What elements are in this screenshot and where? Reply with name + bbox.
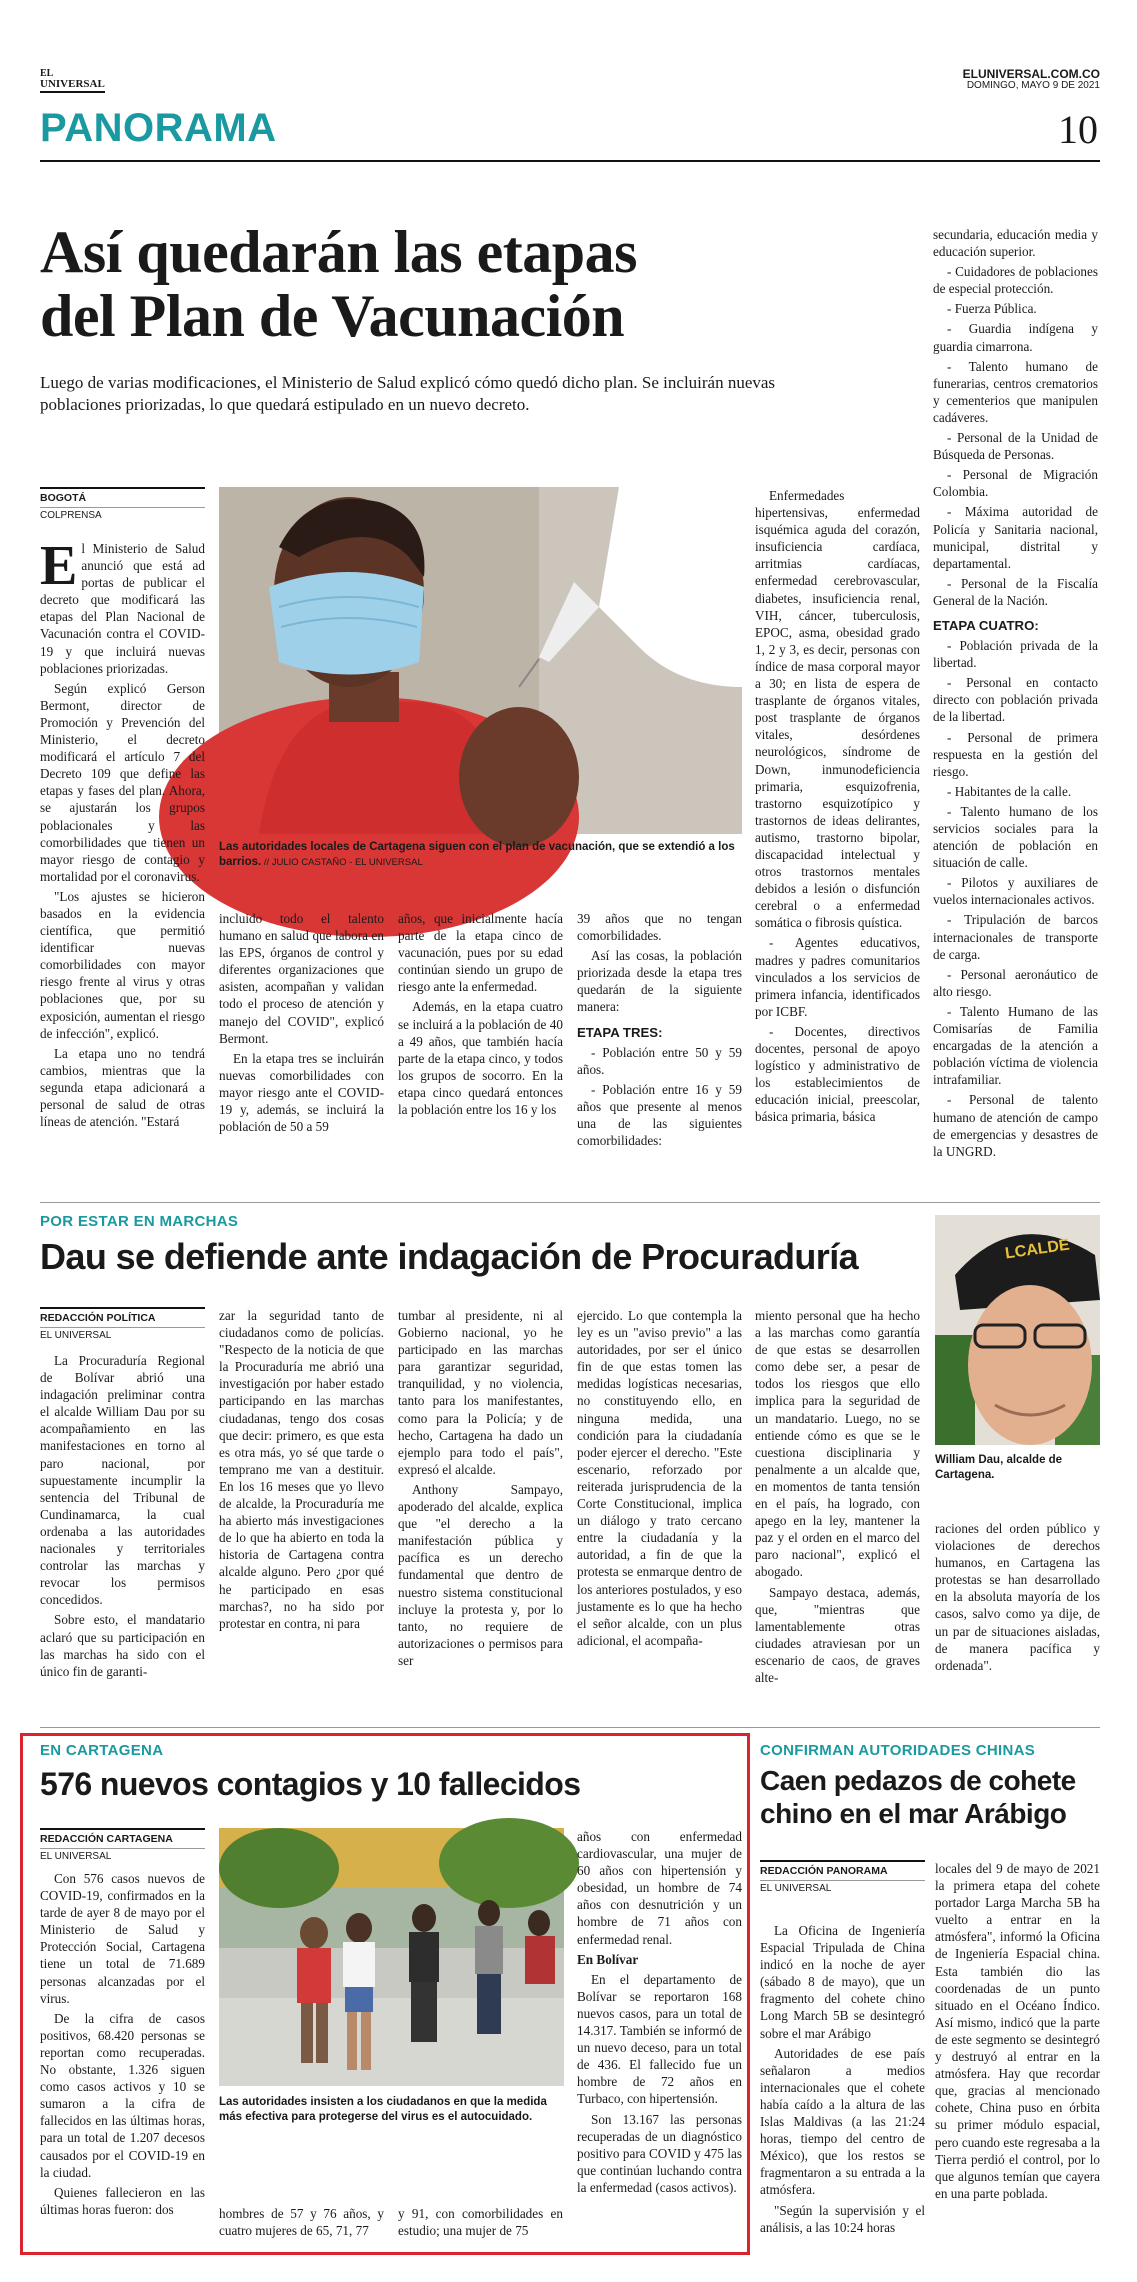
masthead: [40, 68, 1100, 163]
article3-col1: Con 576 casos nuevos de COVID-19, confirmados en la tarde de ayer 8 de mayo por el Ministerio de Salud y Protección Social, Cartagena tiene un total de 71.689 personas alcanzadas por el virus. De la cifra de casos positivos, 68.420 personas se reportan como recuperadas. No obstante, 1.326 siguen como casos activos y 10 se sumaron a la cifra de fallecidos en las últimas horas, para un total de 1.207 decesos causados por el COVID-19 en la ciudad. Quienes fallecieron en las últimas horas fueron: dos: [40, 1871, 205, 2217]
article1-col2: incluido todo el talento humano en salud que labora en las EPS, órganos de control y diferentes organizaciones que asisten, acompañan y validan todo el proceso de atención y manejo del COVID", explicó Bermont. En la etapa tres se incluirán nuevas comorbilidades con mayor riesgo ante el COVID-19 y, además, se incluirá la población de 50 a 59: [219, 911, 384, 1135]
article4-byline: REDACCIÓN PANORAMA EL UNIVERSAL: [760, 1860, 925, 1895]
article1-title: Así quedarán las etapas del Plan de Vacunación: [40, 219, 637, 349]
dropcap: E: [40, 535, 78, 597]
article2-col3: tumbar al presidente, ni al Gobierno nacional, yo he participado en las marchas para garantizar seguridad, tranquilidad, y no violencia, tanto para los manifestantes, como para la Policía; y de hecho, Cartagena ha dado un ejemplo para todo el país", expresó el alcalde. Anthony Sampayo, apoderado del alcalde, explica que "el derecho a la manifestación pública y pacífica es un derecho fundamental que dentro de nuestro sistema constitucional incluye la protesta y, por lo tanto, no requiere de autorizaciones o permisos para ser: [398, 1308, 563, 1668]
vaccination-illustration: [219, 487, 742, 834]
article1-col1-p1: El Ministerio de Salud anunció que está ad portas de publicar el decreto que modificará las etapas del Plan Nacional de Vacunación contra el COVID-19 y que incluirá nuevas poblaciones priorizadas.: [40, 535, 205, 676]
section-title: PANORAMA: [40, 106, 277, 150]
article4-kicker: CONFIRMAN AUTORIDADES CHINAS: [760, 1742, 1036, 1759]
article3-col3: y 91, con comorbilidades en estudio; una mujer de 75: [398, 2206, 563, 2239]
article1-col3: años, que inicialmente hacía parte de la etapa cinco de vacunación, pues por su edad continúan siendo un grupo de riesgo ante la enfermedad. Además, en la etapa cuatro se incluirá a la población de 40 a 49 años, que también hacía parte de la etapa cinco, y todos los grupos de socorro. En la etapa cinco quedará entonces la población entre los 16 y los: [398, 911, 563, 1118]
masthead-rule: [40, 160, 1100, 162]
article1-col1: El Ministerio de Salud anunció que está ad portas de publicar el decreto que modificará las etapas del Plan Nacional de Vacunación contra el COVID-19 y que incluirá nuevas poblaciones priorizadas. Según explicó Gerson Bermont, director de Promoción y Prevención del Ministerio, el decreto modificará el artículo 7 del Decreto 109 que define las etapas y fases del plan. Ahora, se ajustarán los grupos poblacionales y las comorbilidades que tienen un mayor riesgo de contagio y mortalidad por el coronavirus. "Los ajustes se hicieron basados en la evidencia científica, que permitió identificar nuevas comorbilidades con mayor riesgo frente al virus y otras poblaciones que, por su exposición, aumentan el riesgo de infección", explicó. La etapa uno no tendrá cambios, mientras que la segunda etapa adicionará a personal de salud de otras líneas de atención. "Estará: [40, 535, 205, 1130]
article1-deck: Luego de varias modificaciones, el Ministerio de Salud explicó cómo quedó dicho plan. Se incluirán nuevas poblaciones priorizadas, lo que quedará estipulado en un nuevo decreto.: [40, 373, 776, 414]
street-photo: [219, 1828, 564, 2086]
article2-col6: raciones del orden público y violaciones de derechos humanos, en Cartagena las protestas se han desarrollado en la absoluta mayoría de los casos, salvo como ya dije, de un par de situaciones aisladas, de manera pacífica y ordenada".: [935, 1521, 1100, 1673]
article1-col4: 39 años que no tengan comorbilidades. Así las cosas, la población priorizada desde la etapa tres quedarán de la siguiente manera: ETAPA TRES: - Población entre 50 y 59 años. - Población entre 16 y 59 años que presente al menos una de las siguientes comorbilidades:: [577, 911, 742, 1149]
section-divider-1: [40, 1202, 1100, 1203]
article3-title: 576 nuevos contagios y 10 fallecidos: [40, 1766, 581, 1802]
article2-col1: La Procuraduría Regional de Bolívar abrió una indagación preliminar contra el alcalde William Dau por su acompañamiento en las manifestaciones en torno al paro nacional, por supuestamente incumplir la sentencia del Tribunal de Cundinamarca, la cual ordenaba a las autoridades nacionales y territoriales controlar las marchas y revocar los permisos concedidos. Sobre esto, el mandatario aclaró que su participación en las marchas ha sido con el único fin de garanti-: [40, 1353, 205, 1679]
page-number: 10: [1058, 107, 1098, 152]
article2-title: Dau se defiende ante indagación de Procuraduría: [40, 1236, 859, 1277]
article3-kicker: EN CARTAGENA: [40, 1742, 164, 1759]
dau-photo-caption: William Dau, alcalde de Cartagena.: [935, 1454, 1063, 1481]
logo: EL UNIVERSAL: [40, 68, 105, 93]
article3-col2: hombres de 57 y 76 años, y cuatro mujeres de 65, 71, 77: [219, 2206, 384, 2239]
street-photo-caption: Las autoridades insisten a los ciudadanos en que la medida más efectiva para protegerse del virus es el autocuidado.: [219, 2096, 547, 2123]
article3-byline: REDACCIÓN CARTAGENA EL UNIVERSAL: [40, 1828, 205, 1863]
article2-byline: REDACCIÓN POLÍTICA EL UNIVERSAL: [40, 1307, 205, 1342]
article2-col4: ejercido. Lo que contempla la ley es un "aviso previo" a las autoridades, por ser el único fin de que estas tomen las medidas logísticas necesarias, no constituyendo ello, en ninguna medida, una condición para la ciudadanía poder ejercer el derecho. "Este escenario, reforzado por reiterada jurisprudencia de la Corte Constitucional, implica un diálogo y trato cercano entre la ciudadanía y la autoridad, a fin de que la protesta se enmarque dentro de los anteriores postulados, y eso justamente es lo que ha hecho el señor alcalde, con un plus adicional, el acompaña-: [577, 1308, 742, 1648]
site-info: [963, 68, 1100, 92]
article2-kicker: POR ESTAR EN MARCHAS: [40, 1213, 239, 1230]
article2-col2: zar la seguridad tanto de ciudadanos como de policías. "Respecto de la noticia de que la Procuraduría me abrió una investigación por haber estado participando en las marchas ciudadanas, tengo dos cosas que decir: primero, es que esta es otra más, yo sé que tarde o temprano me van a destituir. En los 16 meses que yo llevo de alcalde, la Procuraduría me ha abierto más investigaciones de lo que ha abierto en toda la historia de Cartagena contra alcalde alguno. Pero ¿por qué he participado en esas marchas?, no ha sido por protestar en contra, ni para: [219, 1308, 384, 1631]
site-url[interactable]: ELUNIVERSAL.COM.CO: [962, 67, 1100, 81]
article1-col5: Enfermedades hipertensivas, enfermedad isquémica aguda del corazón, insuficiencia cardíaca, arritmias cardíacas, enfermedad cerebrovascular, diabetes, insuficiencia renal, VIH, cáncer, tuberculosis, EPOC, asma, obesidad grado 1, 2 y 3, es decir, personas con índice de masa corporal mayor a 30; en lista de espera de trasplante de órganos vitales, post trasplante de órganos vitales, desórdenes neurológicos, síndrome de Down, inmunodeficiencia primaria, esquizofrenia, trastorno esquizotípico y trastornos de ideas delirantes, autismo, trastorno bipolar, discapacidad intelectual y otros trastornos mentales debidos a lesión o disfunción cerebral o a enfermedad somática o fibrosis quística. - Agentes educativos, madres y padres comunitarios vinculados a los servicios de primera infancia, identificados por ICBF. - Docentes, directivos docentes, personal de apoyo logístico y administrativo de los establecimientos de educación inicial, preescolar, básica primaria, básica: [755, 488, 920, 1125]
cap-lettering: LCALDE: [1004, 1236, 1071, 1263]
article1-col6: secundaria, educación media y educación superior. - Cuidadores de poblaciones de especial protección. - Fuerza Pública. - Guardia indígena y guardia cimarrona. - Talento humano de funerarias, centros crematorios y cementerios que manipulen cadáveres. - Personal de la Unidad de Búsqueda de Personas. - Personal de Migración Colombia. - Máxima autoridad de Policía y Sanitaria nacional, municipal, distrital y departamental. - Personal de la Fiscalía General de la Nación. ETAPA CUATRO: - Población privada de la libertad. - Personal en contacto directo con población privada de la libertad. - Personal de primera respuesta en la gestión del riesgo. - Habitantes de la calle. - Talento humano de los servicios sociales para la atención de población en situación de calle. - Pilotos y auxiliares de vuelos internacionales activos. - Tripulación de barcos internacionales de transporte de carga. - Personal aeronáutico de alto riesgo. - Talento Humano de las Comisarías de Familia encargadas de la atención a población víctima de violencia intrafamiliar. - Personal de talento humano de atención de campo de emergencias y desastres de la UNGRD.: [933, 227, 1098, 1159]
article4-col1: La Oficina de Ingeniería Espacial Tripulada de China indicó en la noche de ayer (sábado 8 de mayo), que un fragmento del cohete chino Long March 5B se desintegró sobre el mar Arábigo Autoridades de ese país señalaron a medios internacionales que el cohete había caído a la altura de las Islas Maldivas (a las 21:24 horas, tiempo del centro de México), que los restos se fragmentaron a su entrada a la atmósfera. "Según la supervisión y el análisis, a las 10:24 horas: [760, 1923, 925, 2235]
vaccination-photo: [219, 487, 742, 834]
street-illustration: [219, 1828, 564, 2086]
article3-col4: años con enfermedad cardiovascular, una mujer de 60 años con hipertensión y obesidad, un hombre de 74 años con desnutrición y un hombre de 71 años con enfermedad renal. En Bolívar En el departamento de Bolívar se reportaron 168 nuevos casos, para un total de 14.317. También se informó de un nuevo deceso, para un total de 436. El fallecido fue un hombre de 72 años en Turbaco, con hipertensión. Son 13.167 las personas recuperadas de un diagnóstico positivo para COVID y 475 las que continúan luchando contra la enfermedad (casos activos).: [577, 1829, 742, 2195]
article4-col2: locales del 9 de mayo de 2021 la primera etapa del cohete portador Larga Marcha 5B ha vuelto a entrar en la atmósfera", informó la Oficina de Ingeniería Espacial china. Esta también dio las coordenadas de un punto situado en el Océano Índico. Así mismo, indicó que la parte de este segmento se desintegró y destruyó al entrar en la atmósfera. Hay que recordar que, gracias al mencionado cohete, China puso en órbita su primer módulo espacial, pero cuando este regresaba a la Tierra perdió el control, por lo que algunos temían que cayera en una parte poblada.: [935, 1861, 1100, 2201]
section-divider-2: [40, 1727, 1100, 1728]
article1-byline: BOGOTÁ COLPRENSA: [40, 487, 205, 522]
article2-col5: miento personal que ha hecho a las marchas como garantía de que estas se desarrollen como debe ser, a pesar de todos los riesgos que ello implica para la seguridad de un mandatario. Luego, no se entiende cómo es que se le cuestiona disciplinaria y penalmente a un alcalde que, en momentos de tanta tensión en el país, ha logrado, con apego en la ley, mantener la paz y el orden en el marco del paro nacional", explicó el abogado. Sampayo destaca, además, que, "mientras que lamentablemente otras ciudades atraviesan por un escenario de caos, de graves alte-: [755, 1308, 920, 1685]
dau-photo: [935, 1215, 1100, 1445]
vaccination-photo-caption: Las autoridades locales de Cartagena siguen con el plan de vacunación, que se extendió a los barrios. // JULIO CASTAÑO - EL UNIVERSAL: [219, 841, 735, 868]
issue-date: DOMINGO, MAYO 9 DE 2021: [966, 80, 1100, 91]
article4-title: Caen pedazos de cohete chino en el mar Arábigo: [760, 1765, 1076, 1829]
